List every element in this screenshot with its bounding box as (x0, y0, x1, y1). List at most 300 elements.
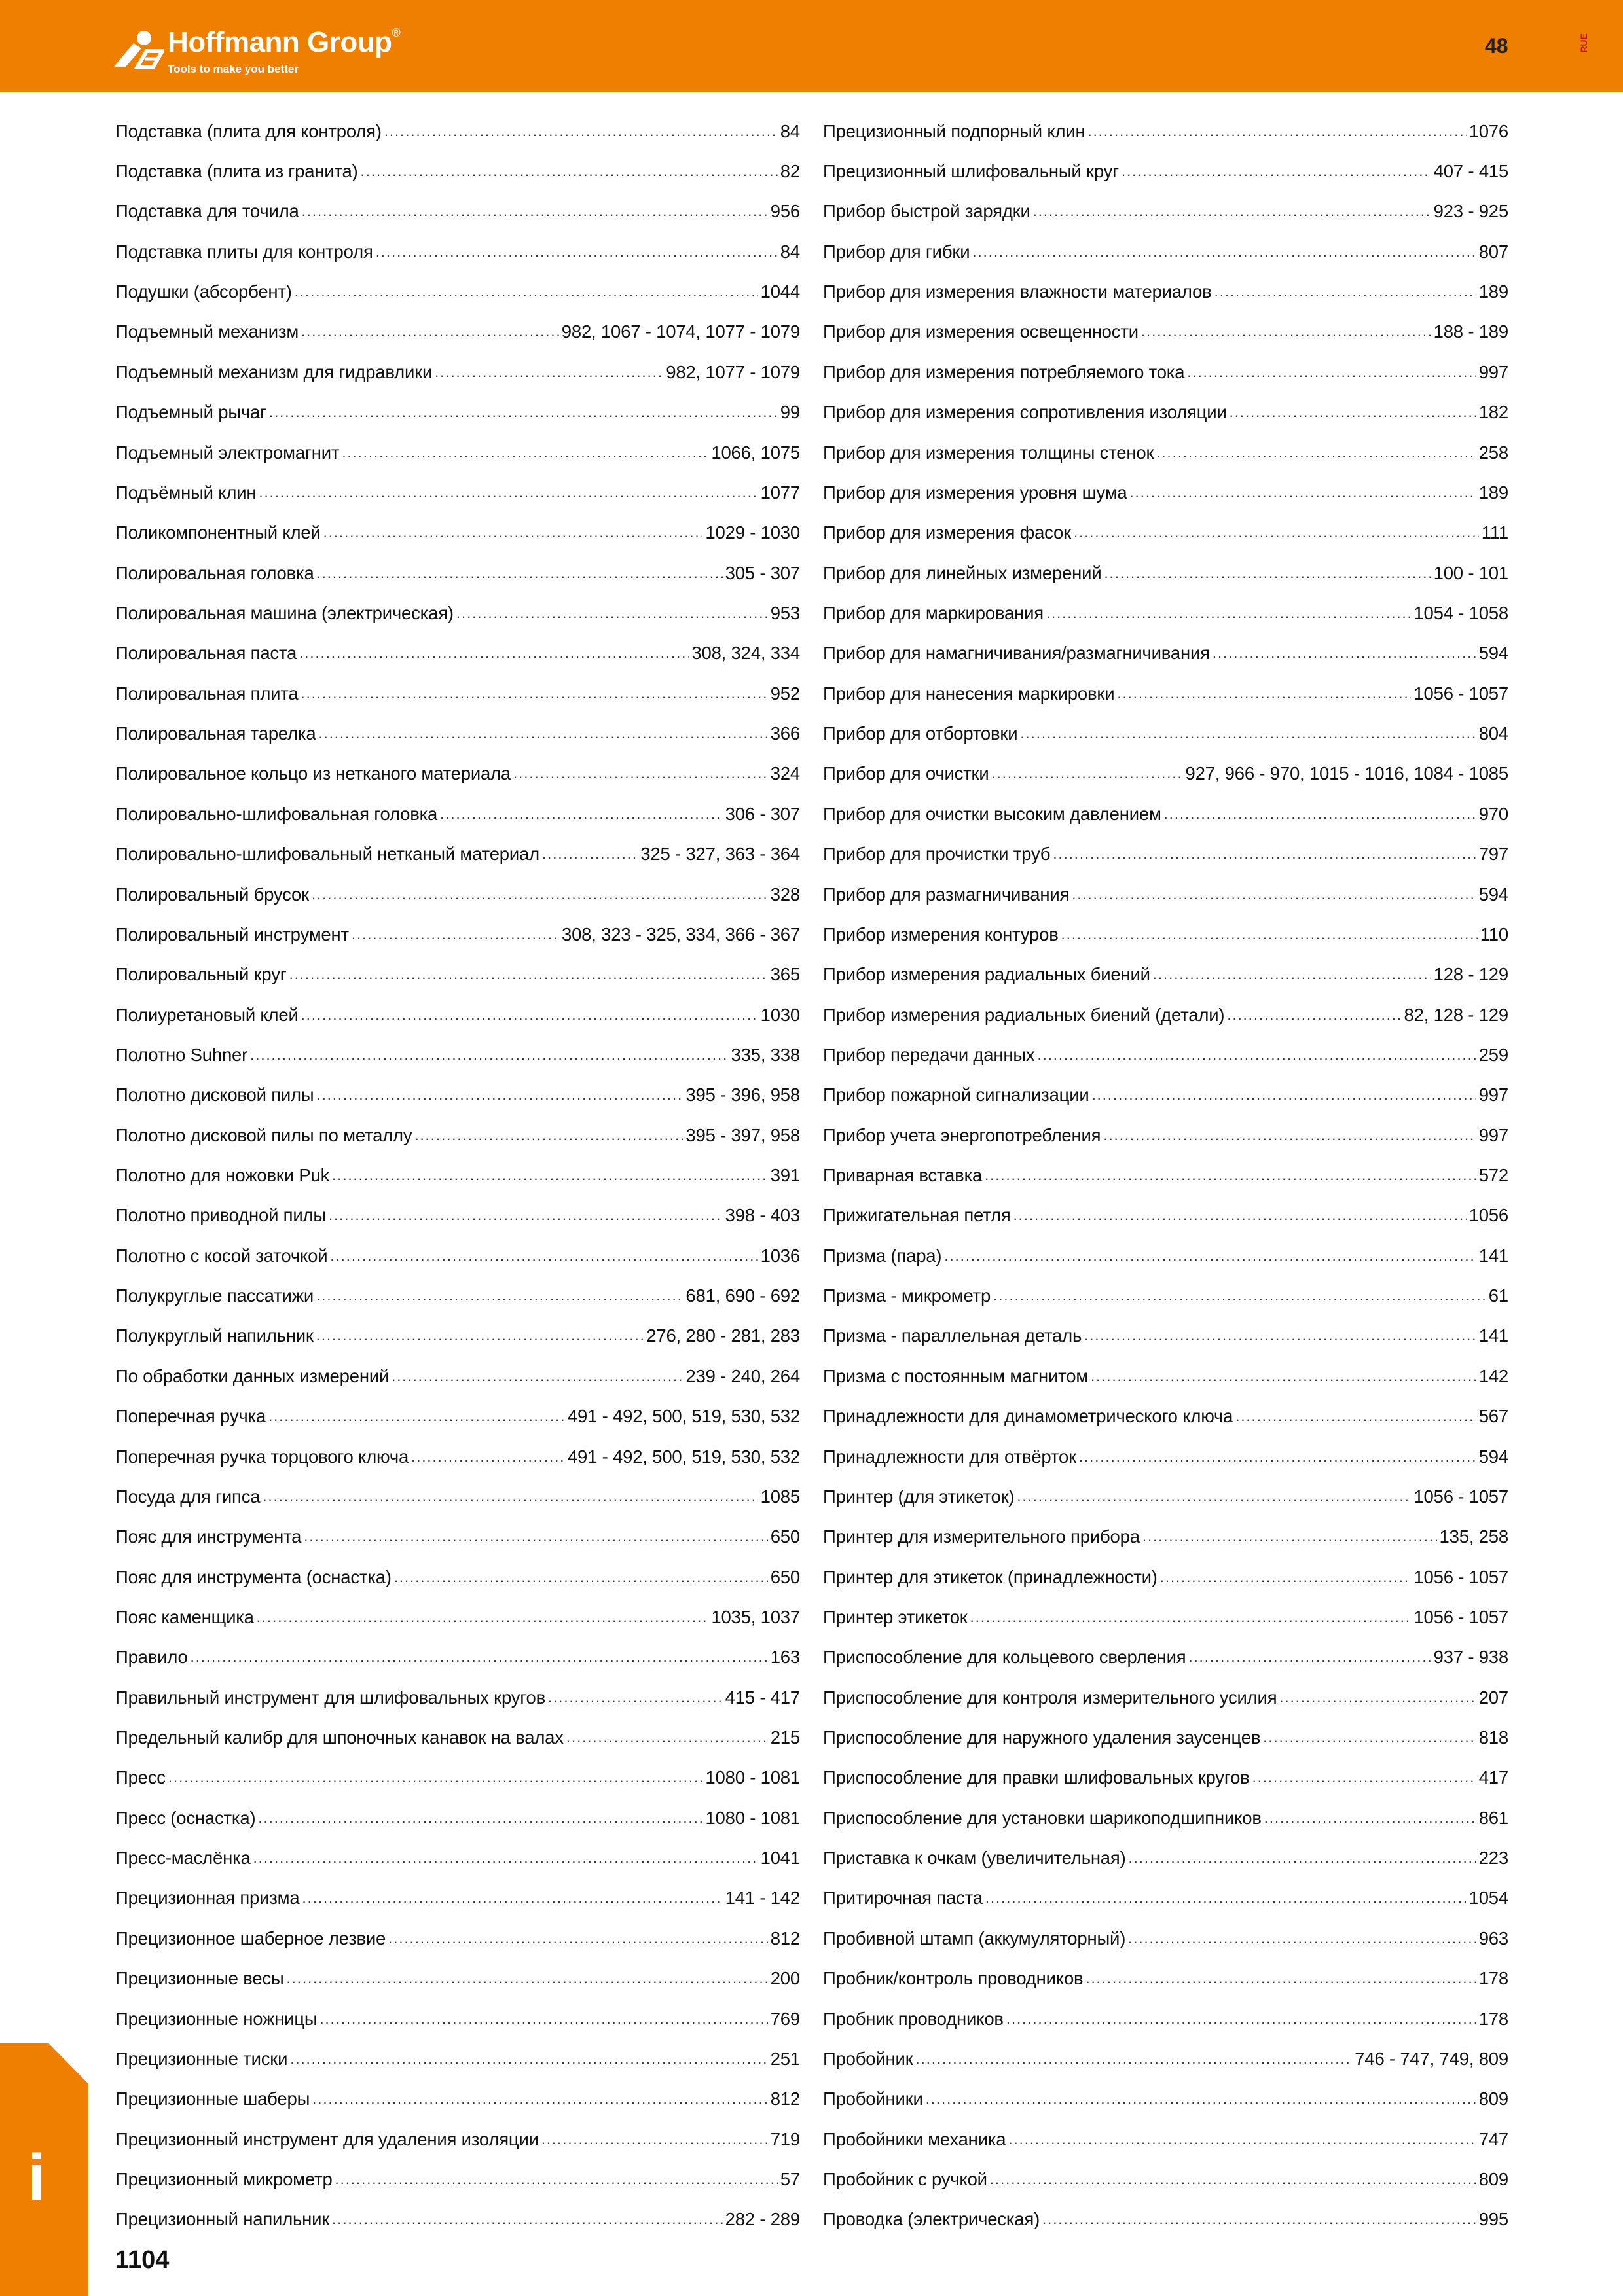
index-tab-letter: i (27, 2141, 46, 2214)
index-entry (115, 713, 800, 753)
index-page-ref[interactable]: 1056 (1468, 1205, 1508, 1226)
dot-leader (993, 1286, 1486, 1306)
dot-leader (263, 1487, 757, 1507)
index-page-ref[interactable]: 681, 690 - 692 (685, 1285, 800, 1306)
index-term: Полировальный круг (115, 964, 287, 985)
index-entry (115, 1557, 800, 1597)
index-page-ref[interactable]: 594 (1478, 884, 1508, 905)
index-entry (823, 634, 1508, 673)
index-entry (115, 513, 800, 553)
index-page-ref[interactable]: 997 (1478, 361, 1508, 382)
index-term: Полотно дисковой пилы (115, 1085, 314, 1105)
dot-leader (1104, 564, 1431, 583)
index-page-ref[interactable]: 207 (1478, 1687, 1508, 1708)
dot-leader (316, 1326, 644, 1346)
index-page-ref[interactable]: 937 - 938 (1433, 1647, 1508, 1668)
index-page-ref[interactable]: 1076 (1468, 120, 1508, 141)
index-page-ref[interactable]: 182 (1478, 402, 1508, 423)
dot-leader (513, 764, 768, 783)
dot-leader (1153, 965, 1431, 984)
index-page-ref[interactable]: 215 (770, 1727, 800, 1748)
index-page-ref[interactable]: 57 (780, 2169, 800, 2189)
dot-leader (1214, 282, 1476, 302)
index-page-ref[interactable]: 567 (1478, 1406, 1508, 1427)
index-page-ref[interactable]: 1080 - 1081 (705, 1807, 800, 1828)
index-entry (823, 1397, 1508, 1437)
index-term: Прибор для измерения потребляемого тока (823, 361, 1185, 382)
dot-leader (250, 1045, 728, 1065)
index-term: Прибор учета энергопотребления (823, 1124, 1101, 1145)
index-entry (823, 1356, 1508, 1396)
index-term: Полотно дисковой пилы по металлу (115, 1124, 412, 1145)
index-entry (115, 1878, 800, 1918)
index-term: Прибор для нанесения маркировки (823, 683, 1115, 704)
index-page-ref[interactable]: 110 (1480, 924, 1508, 944)
index-term: Подъемный механизм для гидравлики (115, 361, 433, 382)
dot-leader (926, 2089, 1476, 2109)
index-page-ref[interactable]: 997 (1478, 1124, 1508, 1145)
index-term: Подставка для точила (115, 201, 299, 222)
index-term: Прецизионный напильник (115, 2209, 330, 2230)
dot-leader (332, 1166, 768, 1185)
index-page-ref[interactable]: 200 (770, 1968, 800, 1989)
dot-leader (323, 523, 703, 543)
index-entry (115, 151, 800, 191)
index-term: Подставка (плита для контроля) (115, 120, 382, 141)
index-term: Прецизионные шаберы (115, 2089, 310, 2109)
dot-leader (253, 1848, 758, 1868)
dot-leader (1042, 2210, 1476, 2229)
index-entry (823, 2200, 1508, 2240)
index-page-ref[interactable]: 188 - 189 (1433, 321, 1508, 342)
dot-leader (384, 122, 778, 141)
index-term: Полотно Suhner (115, 1044, 248, 1065)
index-entry (115, 2079, 800, 2119)
index-page-ref[interactable]: 395 - 397, 958 (685, 1124, 800, 1145)
index-page-ref[interactable]: 328 (770, 884, 800, 905)
index-entry (115, 352, 800, 392)
index-page-ref[interactable]: 415 - 417 (725, 1687, 800, 1708)
dot-leader (414, 1126, 683, 1145)
index-page-ref[interactable]: 223 (1478, 1848, 1508, 1869)
index-page-ref[interactable]: 398 - 403 (725, 1205, 800, 1226)
index-term: Полукруглые пассатижи (115, 1285, 314, 1306)
index-entry (823, 1918, 1508, 1958)
dot-leader (299, 643, 689, 663)
index-term: Пояс каменщика (115, 1606, 254, 1627)
index-page-ref[interactable]: 325 - 327, 363 - 364 (640, 844, 800, 865)
index-term: Поперечная ручка (115, 1406, 266, 1427)
index-page-ref[interactable]: 953 (770, 602, 800, 623)
dot-leader (342, 443, 708, 463)
index-page-ref[interactable]: 997 (1478, 1085, 1508, 1105)
index-entry (823, 192, 1508, 232)
index-page-ref[interactable]: 650 (770, 1566, 800, 1587)
index-page-ref[interactable]: 1080 - 1081 (705, 1767, 800, 1788)
index-page-ref[interactable]: 178 (1478, 1968, 1508, 1989)
index-entry (823, 1638, 1508, 1677)
index-term: Поликомпонентный клей (115, 522, 321, 543)
index-entry (115, 995, 800, 1035)
index-term: Прецизионные ножницы (115, 2008, 318, 2029)
section-page-number: 48 (1485, 34, 1508, 58)
index-entry (823, 1517, 1508, 1557)
index-term: Прижигательная петля (823, 1205, 1011, 1226)
index-entry (823, 593, 1508, 633)
index-page-ref[interactable]: 61 (1488, 1285, 1508, 1306)
index-page-ref[interactable]: 809 (1478, 2169, 1508, 2189)
index-term: Полировальная машина (электрическая) (115, 602, 454, 623)
index-entry (115, 1638, 800, 1677)
index-page-ref[interactable]: 491 - 492, 500, 519, 530, 532 (567, 1406, 800, 1427)
index-entry (823, 834, 1508, 874)
index-entry (823, 713, 1508, 753)
index-term: Приспособление для установки шарикоподшипников (823, 1807, 1262, 1828)
index-entry (823, 794, 1508, 834)
dot-leader (258, 1808, 702, 1828)
index-page-ref[interactable]: 259 (1478, 1044, 1508, 1065)
index-entry (823, 673, 1508, 713)
dot-leader (394, 1568, 768, 1587)
index-entry (115, 1155, 800, 1195)
index-page-ref[interactable]: 1085 (760, 1486, 800, 1507)
index-page-ref[interactable]: 812 (770, 1928, 800, 1948)
index-term: Прецизионное шаберное лезвие (115, 1928, 386, 1948)
index-page-ref[interactable]: 84 (780, 241, 800, 262)
index-page-ref[interactable]: 99 (780, 402, 800, 423)
index-page-ref[interactable]: 1054 (1468, 1888, 1508, 1909)
dot-leader (1164, 804, 1476, 824)
index-entry (115, 1758, 800, 1798)
index-entry (115, 473, 800, 512)
dot-leader (1129, 1848, 1476, 1868)
dot-leader (392, 1367, 683, 1386)
index-term: Правильный инструмент для шлифовальных кругов (115, 1687, 546, 1708)
index-term: Прибор измерения радиальных биений (823, 964, 1150, 985)
index-term: Приспособление для правки шлифовальных кругов (823, 1767, 1250, 1788)
index-page-ref[interactable]: 491 - 492, 500, 519, 530, 532 (567, 1446, 800, 1467)
index-entry (115, 1075, 800, 1115)
index-entry (823, 1437, 1508, 1477)
dot-leader (259, 483, 757, 503)
index-term: Прибор для измерения освещенности (823, 321, 1139, 342)
index-page-ref[interactable]: 189 (1478, 482, 1508, 503)
index-entry (823, 1758, 1508, 1798)
index-term: Полотно для ножовки Puk (115, 1165, 330, 1186)
index-term: Подставка (плита из гранита) (115, 161, 358, 182)
dot-leader (269, 403, 778, 422)
index-page-ref[interactable]: 1077 (760, 482, 800, 503)
dot-leader (1279, 1688, 1476, 1708)
index-entry (823, 1717, 1508, 1757)
index-entry (115, 1918, 800, 1958)
index-page-ref[interactable]: 239 - 240, 264 (685, 1365, 800, 1386)
index-term: Полировально-шлифовальная головка (115, 803, 438, 824)
index-entry (823, 1798, 1508, 1838)
index-term: Проводка (электрическая) (823, 2209, 1040, 2230)
index-entry (115, 1236, 800, 1276)
index-page-ref[interactable]: 1044 (760, 281, 800, 302)
index-term: Пробник/контроль проводников (823, 1968, 1084, 1989)
index-term: Призма (пара) (823, 1245, 942, 1266)
dot-leader (1130, 483, 1476, 503)
index-page-ref[interactable]: 135, 258 (1439, 1526, 1508, 1547)
index-page-ref[interactable]: 807 (1478, 241, 1508, 262)
dot-leader (1085, 1969, 1476, 1988)
index-page-ref[interactable]: 407 - 415 (1433, 161, 1508, 182)
index-page-ref[interactable]: 141 (1478, 1325, 1508, 1346)
index-entry (823, 1196, 1508, 1236)
index-page-ref[interactable]: 1054 - 1058 (1413, 602, 1508, 623)
index-page-ref[interactable]: 1066, 1075 (711, 442, 800, 463)
index-page-ref[interactable]: 747 (1478, 2128, 1508, 2149)
index-page-ref[interactable]: 923 - 925 (1433, 201, 1508, 222)
index-page-ref[interactable]: 952 (770, 683, 800, 704)
index-page-ref[interactable]: 417 (1478, 1767, 1508, 1788)
index-page-ref[interactable]: 650 (770, 1526, 800, 1547)
dot-leader (1013, 1206, 1467, 1225)
dot-leader (312, 2089, 768, 2109)
index-term: Принтер (для этикеток) (823, 1486, 1015, 1507)
index-entry (115, 874, 800, 914)
index-entry (823, 1316, 1508, 1356)
index-column-right (823, 111, 1508, 2240)
index-term: Прецизионная призма (115, 1888, 300, 1909)
index-term: Полировальная паста (115, 643, 297, 664)
dot-leader (302, 1888, 723, 1908)
dot-leader (257, 1607, 709, 1627)
index-page-ref[interactable]: 251 (770, 2048, 800, 2069)
index-term: Поперечная ручка торцового ключа (115, 1446, 409, 1467)
index-page-ref[interactable]: 970 (1478, 803, 1508, 824)
dot-leader (1122, 162, 1431, 181)
index-term: Полотно приводной пилы (115, 1205, 326, 1226)
index-entry (115, 1597, 800, 1637)
index-page-ref[interactable]: 861 (1478, 1807, 1508, 1828)
dot-leader (1187, 363, 1476, 382)
index-page-ref[interactable]: 746 - 747, 749, 809 (1355, 2048, 1508, 2069)
index-page-ref[interactable]: 719 (770, 2128, 800, 2149)
index-term: Полиуретановый клей (115, 1004, 299, 1025)
index-page-ref[interactable]: 308, 324, 334 (691, 643, 800, 664)
brand-tagline: Tools to make you better (168, 63, 299, 75)
dot-leader (1263, 1728, 1476, 1748)
dot-leader (992, 764, 1183, 783)
index-page-ref[interactable]: 111 (1481, 522, 1508, 543)
index-page-ref[interactable]: 982, 1077 - 1079 (666, 361, 800, 382)
index-page-ref[interactable]: 324 (770, 763, 800, 784)
index-term: Прибор передачи данных (823, 1044, 1035, 1065)
index-term: Пробойник с ручкой (823, 2169, 987, 2189)
index-page-ref[interactable]: 1056 - 1057 (1413, 1606, 1508, 1627)
index-entry (823, 1075, 1508, 1115)
index-page-ref[interactable]: 335, 338 (731, 1044, 800, 1065)
index-term: Подъемный электромагнит (115, 442, 340, 463)
language-code: RUE (1578, 33, 1589, 53)
index-entry (823, 995, 1508, 1035)
dot-leader (435, 363, 663, 382)
index-page-ref[interactable]: 1041 (760, 1848, 800, 1869)
index-entry (823, 1838, 1508, 1878)
dot-leader (319, 2009, 767, 2029)
index-entry (115, 1356, 800, 1396)
index-page-ref[interactable]: 995 (1478, 2209, 1508, 2230)
dot-leader (1072, 885, 1476, 905)
index-entry (115, 1196, 800, 1236)
index-page-ref[interactable]: 769 (770, 2008, 800, 2029)
index-entry (823, 1155, 1508, 1195)
index-page-ref[interactable]: 1036 (760, 1245, 800, 1266)
index-entry (823, 1236, 1508, 1276)
index-page-ref[interactable]: 572 (1478, 1165, 1508, 1186)
index-entry (823, 393, 1508, 433)
index-page-ref[interactable]: 1029 - 1030 (705, 522, 800, 543)
index-page-ref[interactable]: 804 (1478, 723, 1508, 744)
index-page-ref[interactable]: 163 (770, 1647, 800, 1668)
index-term: Прибор для измерения сопротивления изоляции (823, 402, 1227, 423)
index-page-ref[interactable]: 305 - 307 (725, 562, 800, 583)
index-page-ref[interactable]: 963 (1478, 1928, 1508, 1948)
index-entry (115, 1677, 800, 1717)
index-page-ref[interactable]: 282 - 289 (725, 2209, 800, 2230)
index-term: Пресс (оснастка) (115, 1807, 256, 1828)
index-term: Подушки (абсорбент) (115, 281, 292, 302)
index-term: Прибор пожарной сигнализации (823, 1085, 1089, 1105)
index-entry (115, 1999, 800, 2039)
dot-leader (1061, 925, 1478, 944)
index-page-ref[interactable]: 142 (1478, 1365, 1508, 1386)
index-page-ref[interactable]: 956 (770, 201, 800, 222)
index-page-ref[interactable]: 189 (1478, 281, 1508, 302)
index-page-ref[interactable]: 1056 - 1057 (1413, 1486, 1508, 1507)
dot-leader (542, 844, 638, 864)
index-entry (115, 2119, 800, 2159)
index-page-ref[interactable]: 594 (1478, 643, 1508, 664)
index-page-ref[interactable]: 391 (770, 1165, 800, 1186)
dot-leader (411, 1447, 565, 1467)
dot-leader (1227, 1005, 1401, 1025)
index-page-ref[interactable]: 308, 323 - 325, 334, 366 - 367 (561, 924, 800, 944)
index-entry (115, 593, 800, 633)
dot-leader (916, 2049, 1353, 2069)
index-page-ref[interactable]: 141 - 142 (725, 1888, 800, 1909)
brand-name: Hoffmann Group® (168, 26, 401, 58)
index-term: Прецизионный шлифовальный круг (823, 161, 1119, 182)
index-term: Прибор для измерения уровня шума (823, 482, 1127, 503)
index-term: Прибор быстрой зарядки (823, 201, 1030, 222)
dot-leader (1046, 603, 1411, 623)
index-entry (115, 2039, 800, 2079)
dot-leader (1037, 1045, 1476, 1065)
dot-leader (332, 2210, 722, 2229)
index-entry (115, 1397, 800, 1437)
index-page-ref[interactable]: 809 (1478, 2089, 1508, 2109)
index-entry (115, 955, 800, 995)
index-page-ref[interactable]: 982, 1067 - 1074, 1077 - 1079 (561, 321, 800, 342)
dot-leader (1079, 1447, 1476, 1467)
dot-leader (1128, 1929, 1476, 1948)
dot-leader (1230, 403, 1476, 422)
index-term: Прибор для намагничивания/размагничивания (823, 643, 1210, 664)
dot-leader (361, 162, 778, 181)
index-page-ref[interactable]: 818 (1478, 1727, 1508, 1748)
index-entry (115, 673, 800, 713)
dot-leader (990, 2170, 1476, 2189)
index-page-ref[interactable]: 927, 966 - 970, 1015 - 1016, 1084 - 1085 (1185, 763, 1508, 784)
index-page-ref[interactable]: 1035, 1037 (711, 1606, 800, 1627)
index-term: Пробойник (823, 2048, 913, 2069)
dot-leader (566, 1728, 768, 1748)
index-page-ref[interactable]: 178 (1478, 2008, 1508, 2029)
index-page-ref[interactable]: 258 (1478, 442, 1508, 463)
index-entry (115, 111, 800, 151)
index-term: Полукруглый напильник (115, 1325, 314, 1346)
index-entry (115, 634, 800, 673)
index-entry (115, 1316, 800, 1356)
index-page-ref[interactable]: 306 - 307 (725, 803, 800, 824)
index-term: Прибор для измерения влажности материалов (823, 281, 1212, 302)
index-page-ref[interactable]: 797 (1478, 844, 1508, 865)
index-term: Притирочная паста (823, 1888, 983, 1909)
index-page-ref[interactable]: 812 (770, 2089, 800, 2109)
index-entry (115, 754, 800, 794)
index-page-ref[interactable]: 84 (780, 120, 800, 141)
index-entry (823, 352, 1508, 392)
index-term: Предельный калибр для шпоночных канавок на валах (115, 1727, 564, 1748)
index-page-ref[interactable]: 128 - 129 (1433, 964, 1508, 985)
index-page-ref[interactable]: 395 - 396, 958 (685, 1085, 800, 1105)
index-page-ref[interactable]: 365 (770, 964, 800, 985)
index-entry (115, 272, 800, 312)
index-entry (823, 1597, 1508, 1637)
dot-leader (1091, 1367, 1476, 1386)
index-term: Пресс-маслёнка (115, 1848, 251, 1869)
index-page-ref[interactable]: 1056 - 1057 (1413, 683, 1508, 704)
hoffmann-logo[interactable] (111, 25, 399, 84)
dot-leader (168, 1768, 703, 1787)
index-entry (823, 2159, 1508, 2199)
dot-leader (1074, 523, 1479, 543)
index-entry (115, 834, 800, 874)
dot-leader (1103, 1126, 1476, 1145)
index-term: Полировальная головка (115, 562, 314, 583)
index-entry (823, 111, 1508, 151)
index-entry (115, 794, 800, 834)
index-page-ref[interactable]: 82, 128 - 129 (1404, 1004, 1508, 1025)
dot-leader (304, 1527, 767, 1547)
index-term: Прибор для измерения фасок (823, 522, 1071, 543)
index-page-ref[interactable]: 594 (1478, 1446, 1508, 1467)
dot-leader (295, 282, 758, 302)
index-page-ref[interactable]: 276, 280 - 281, 283 (646, 1325, 800, 1346)
index-entry (823, 955, 1508, 995)
index-term: Приспособление для наружного удаления заусенцев (823, 1727, 1261, 1748)
index-page-ref[interactable]: 1030 (760, 1004, 800, 1025)
dot-leader (316, 1085, 683, 1105)
index-page-ref[interactable]: 141 (1478, 1245, 1508, 1266)
index-entry (823, 1477, 1508, 1516)
index-page-ref[interactable]: 82 (780, 161, 800, 182)
index-entry (115, 1115, 800, 1155)
index-entry (115, 1437, 800, 1477)
index-term: Правило (115, 1647, 188, 1668)
index-page-ref[interactable]: 366 (770, 723, 800, 744)
index-page-ref[interactable]: 100 - 101 (1433, 562, 1508, 583)
dot-leader (1264, 1808, 1476, 1828)
dot-leader (290, 2049, 767, 2069)
index-term: Полировально-шлифовальный нетканый материал (115, 844, 539, 865)
index-page-ref[interactable]: 1056 - 1057 (1413, 1566, 1508, 1587)
